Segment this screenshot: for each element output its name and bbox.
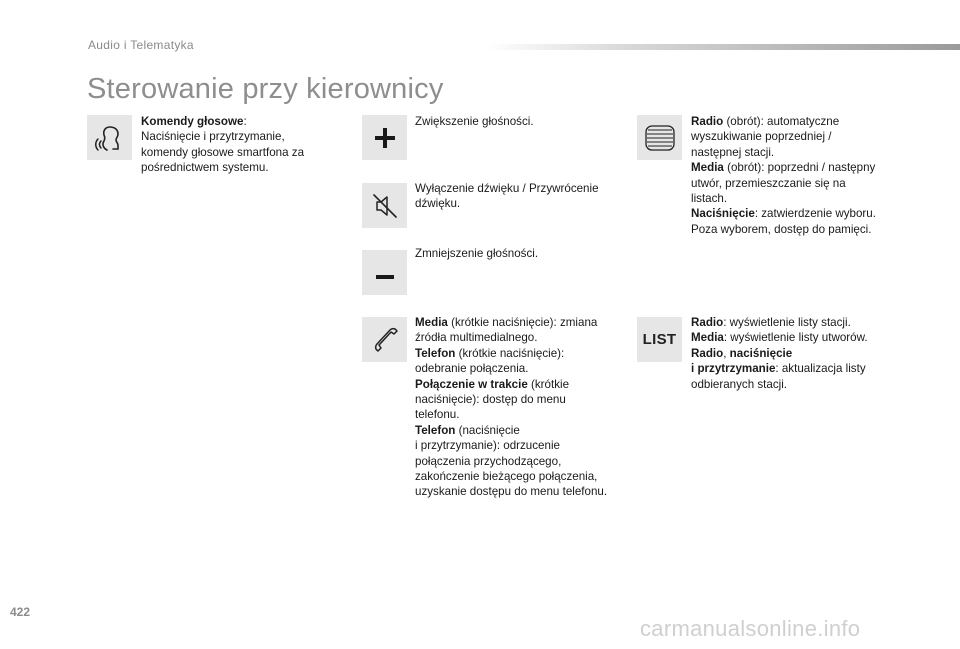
list-button-icon: [637, 317, 682, 362]
volume-down-description: Zmniejszenie głośności.: [415, 247, 539, 260]
voice-command-title: Komendy głosowe: [141, 115, 244, 128]
thumbwheel-icon: [637, 115, 682, 160]
page-title: Sterowanie przy kierownicy: [87, 73, 444, 105]
page-number: 422: [10, 605, 31, 619]
phone-icon: [362, 317, 407, 362]
mute-icon: [362, 183, 407, 228]
header-gradient-bar: [486, 44, 960, 50]
voice-command-icon: [87, 115, 132, 160]
list-icon-label: LIST: [642, 331, 677, 348]
section-header-label: Audio i Telematyka: [88, 38, 194, 52]
mute-description: Wyłączenie dźwięku / Przywrócenie dźwięku.: [415, 182, 599, 211]
watermark: carmanualsonline.info: [640, 616, 861, 641]
list-description: Radio: wyświetlenie listy stacji. Media: wyświetlenie listy utworów. Radio, naciśnięcie i przytrzymanie: aktualizacja listy odbieranych stacji.: [691, 316, 868, 391]
plus-icon: [362, 115, 407, 160]
minus-icon: [362, 250, 407, 295]
voice-command-description: Komendy głosowe: Naciśnięcie i przytrzymanie, komendy głosowe smartfona za pośrednictwem systemu.: [141, 115, 305, 175]
volume-up-description: Zwiększenie głośności.: [415, 115, 534, 128]
phone-description: Media (krótkie naciśnięcie): zmiana źródła multimedialnego. Telefon (krótkie naciśnięcie): odebranie połączenia. Połączenie w trakcie (krótkie naciśnięcie): dostęp do menu telefonu. Telefon (naciśnięcie i przytrzymanie): odrzucenie połączenia przychodzącego, zakończenie bieżącego połączenia, uzyskanie dostępu do menu telefonu.: [415, 316, 608, 499]
thumbwheel-description: Radio (obrót): automatyczne wyszukiwanie poprzedniej / następnej stacji. Media (obrót): poprzedni / następny utwór, przemieszczanie się na listach. Naciśnięcie: zatwierdzenie wyboru. Poza wyborem, dostęp do pamięci.: [691, 115, 876, 236]
